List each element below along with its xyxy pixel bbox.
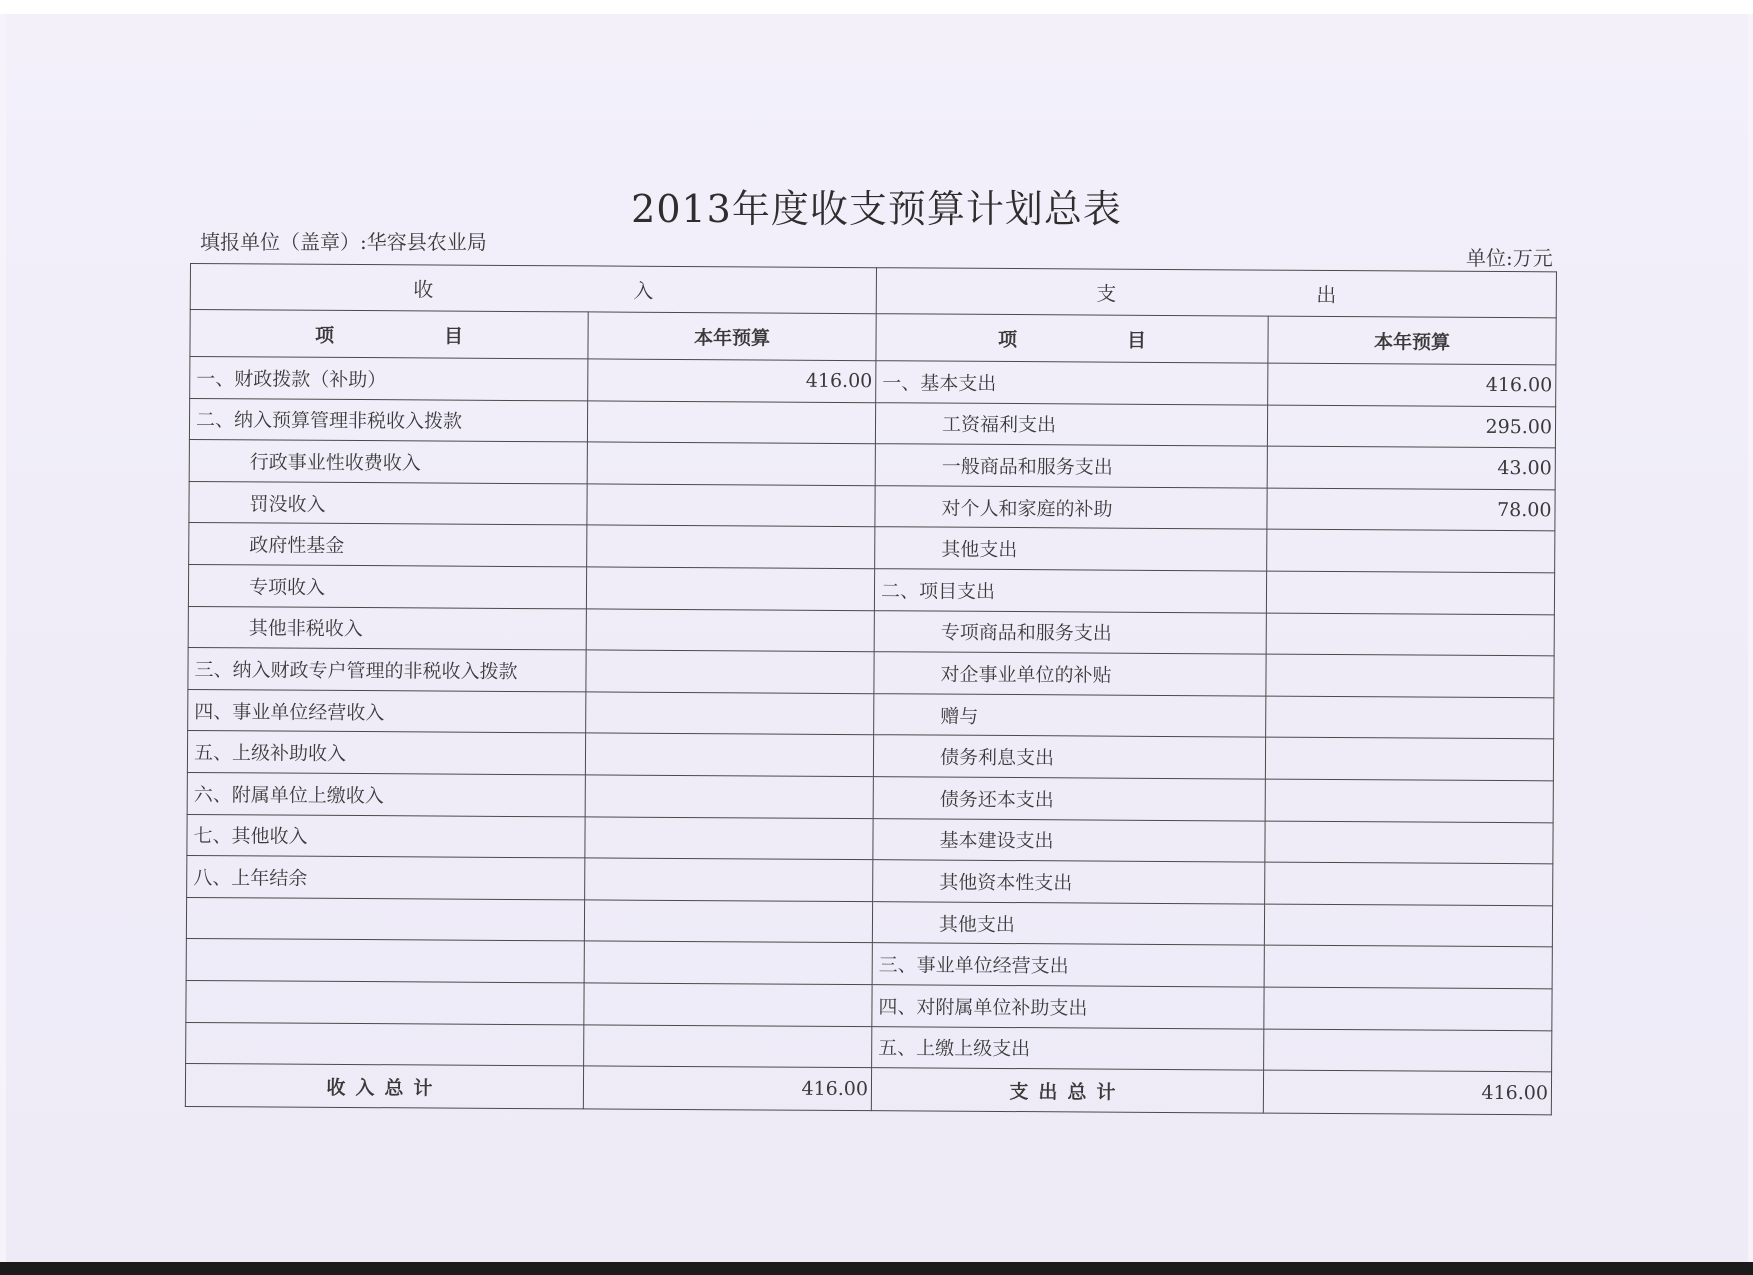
income-budget-cell xyxy=(584,900,872,943)
income-budget-cell xyxy=(584,1024,872,1067)
income-item-cell: 五、上级补助收入 xyxy=(187,731,585,775)
income-item-cell: 专项收入 xyxy=(188,564,586,608)
income-budget-cell xyxy=(586,692,874,735)
expense-budget-cell xyxy=(1264,904,1552,947)
column-header-row xyxy=(190,310,1556,365)
income-budget-cell xyxy=(585,775,873,818)
filler-unit-label: 填报单位（盖章）:华容县农业局 xyxy=(200,230,487,254)
expense-budget-cell: 43.00 xyxy=(1267,446,1555,489)
expense-budget-cell xyxy=(1266,696,1554,739)
expense-item-cell: 债务还本支出 xyxy=(873,777,1265,821)
expense-item-cell: 对个人和家庭的补助 xyxy=(875,485,1267,529)
budget-table-body xyxy=(185,264,1556,1115)
income-item-cell: 其他非税收入 xyxy=(188,606,586,650)
income-budget-cell xyxy=(584,941,872,984)
expense-item-cell: 赠与 xyxy=(874,693,1266,737)
document-title: 2013年度收支预算计划总表 xyxy=(631,187,1122,231)
income-budget-cell xyxy=(585,858,873,901)
currency-unit-label: 单位:万元 xyxy=(1466,246,1553,270)
expense-budget-cell xyxy=(1264,945,1552,988)
expense-item-cell: 其他支出 xyxy=(875,527,1267,571)
expense-budget-cell: 78.00 xyxy=(1267,488,1555,531)
expense-item-cell: 一、基本支出 xyxy=(876,361,1268,405)
income-item-cell: 行政事业性收费收入 xyxy=(189,440,587,484)
income-header-left: 收 xyxy=(413,277,434,302)
income-budget-cell xyxy=(587,484,875,527)
expense-item-cell: 债务利息支出 xyxy=(873,735,1265,779)
expense-item-cell: 专项商品和服务支出 xyxy=(874,610,1266,654)
income-budget-cell xyxy=(586,567,874,610)
expense-item-cell: 基本建设支出 xyxy=(873,818,1265,862)
expense-budget-cell: 416.00 xyxy=(1268,363,1556,406)
income-item-cell: 六、附属单位上缴收入 xyxy=(187,772,585,816)
income-total-label: 收入总计 xyxy=(185,1064,583,1109)
expense-item-cell: 二、项目支出 xyxy=(874,569,1266,613)
income-item-cell xyxy=(186,980,584,1024)
expense-section-header xyxy=(876,268,1556,318)
income-budget-cell: 416.00 xyxy=(588,359,876,402)
income-item-cell: 四、事业单位经营收入 xyxy=(188,689,586,733)
expense-item-cell: 其他支出 xyxy=(872,901,1264,945)
income-item-cell xyxy=(186,897,584,941)
income-item-cell: 三、纳入财政专户管理的非税收入拨款 xyxy=(188,648,586,692)
scan-edge-top xyxy=(0,0,1753,14)
expense-item-cell: 对企事业单位的补贴 xyxy=(874,652,1266,696)
income-section-header xyxy=(190,264,876,314)
expense-item-cell: 工资福利支出 xyxy=(875,402,1267,446)
expense-item-header-left: 项 xyxy=(997,328,1018,351)
income-budget-cell xyxy=(586,608,874,651)
expense-item-cell: 四、对附属单位补助支出 xyxy=(872,985,1264,1029)
income-budget-cell xyxy=(584,983,872,1026)
income-item-cell: 政府性基金 xyxy=(189,523,587,567)
expense-budget-cell xyxy=(1264,1029,1552,1072)
income-item-cell: 一、财政拨款（补助） xyxy=(190,357,588,401)
income-item-column-header xyxy=(190,310,588,359)
expense-item-column-header xyxy=(876,314,1268,363)
expense-total-value: 416.00 xyxy=(1263,1070,1551,1115)
income-item-header-left: 项 xyxy=(314,324,335,347)
expense-budget-cell: 295.00 xyxy=(1267,405,1555,448)
expense-item-cell: 其他资本性支出 xyxy=(873,860,1265,904)
expense-budget-cell xyxy=(1264,987,1552,1030)
section-header-row xyxy=(190,264,1556,318)
budget-summary-table xyxy=(185,263,1557,1115)
expense-total-label: 支出总计 xyxy=(871,1068,1263,1113)
scan-edge-bottom xyxy=(0,1262,1753,1275)
expense-budget-cell xyxy=(1266,613,1554,656)
income-item-cell: 二、纳入预算管理非税收入拨款 xyxy=(189,398,587,442)
income-budget-column-header: 本年预算 xyxy=(588,312,876,361)
income-item-cell: 七、其他收入 xyxy=(187,814,585,858)
expense-budget-cell xyxy=(1265,821,1553,864)
expense-budget-cell xyxy=(1265,862,1553,905)
income-budget-cell xyxy=(585,733,873,776)
expense-budget-cell xyxy=(1266,654,1554,697)
income-item-cell xyxy=(186,1022,584,1066)
expense-budget-column-header: 本年预算 xyxy=(1268,316,1556,365)
totals-row xyxy=(185,1064,1551,1115)
expense-item-cell: 五、上缴上级支出 xyxy=(872,1026,1264,1070)
expense-item-cell: 三、事业单位经营支出 xyxy=(872,943,1264,987)
income-total-value: 416.00 xyxy=(583,1066,871,1111)
expense-budget-cell xyxy=(1265,779,1553,822)
income-budget-cell xyxy=(587,525,875,568)
expense-budget-cell xyxy=(1266,571,1554,614)
income-budget-cell xyxy=(585,816,873,859)
income-item-cell xyxy=(186,939,584,983)
income-item-cell: 八、上年结余 xyxy=(187,856,585,900)
expense-budget-cell xyxy=(1265,737,1553,780)
income-budget-cell xyxy=(587,401,875,444)
expense-item-header-right: 目 xyxy=(1126,329,1147,352)
income-header-right: 入 xyxy=(633,278,654,303)
income-item-header-right: 目 xyxy=(443,325,464,348)
expense-item-cell: 一般商品和服务支出 xyxy=(875,444,1267,488)
income-item-cell: 罚没收入 xyxy=(189,481,587,525)
income-budget-cell xyxy=(586,650,874,693)
expense-budget-cell xyxy=(1267,529,1555,572)
expense-header-right: 出 xyxy=(1316,282,1337,308)
income-budget-cell xyxy=(587,442,875,485)
expense-header-left: 支 xyxy=(1096,281,1117,306)
